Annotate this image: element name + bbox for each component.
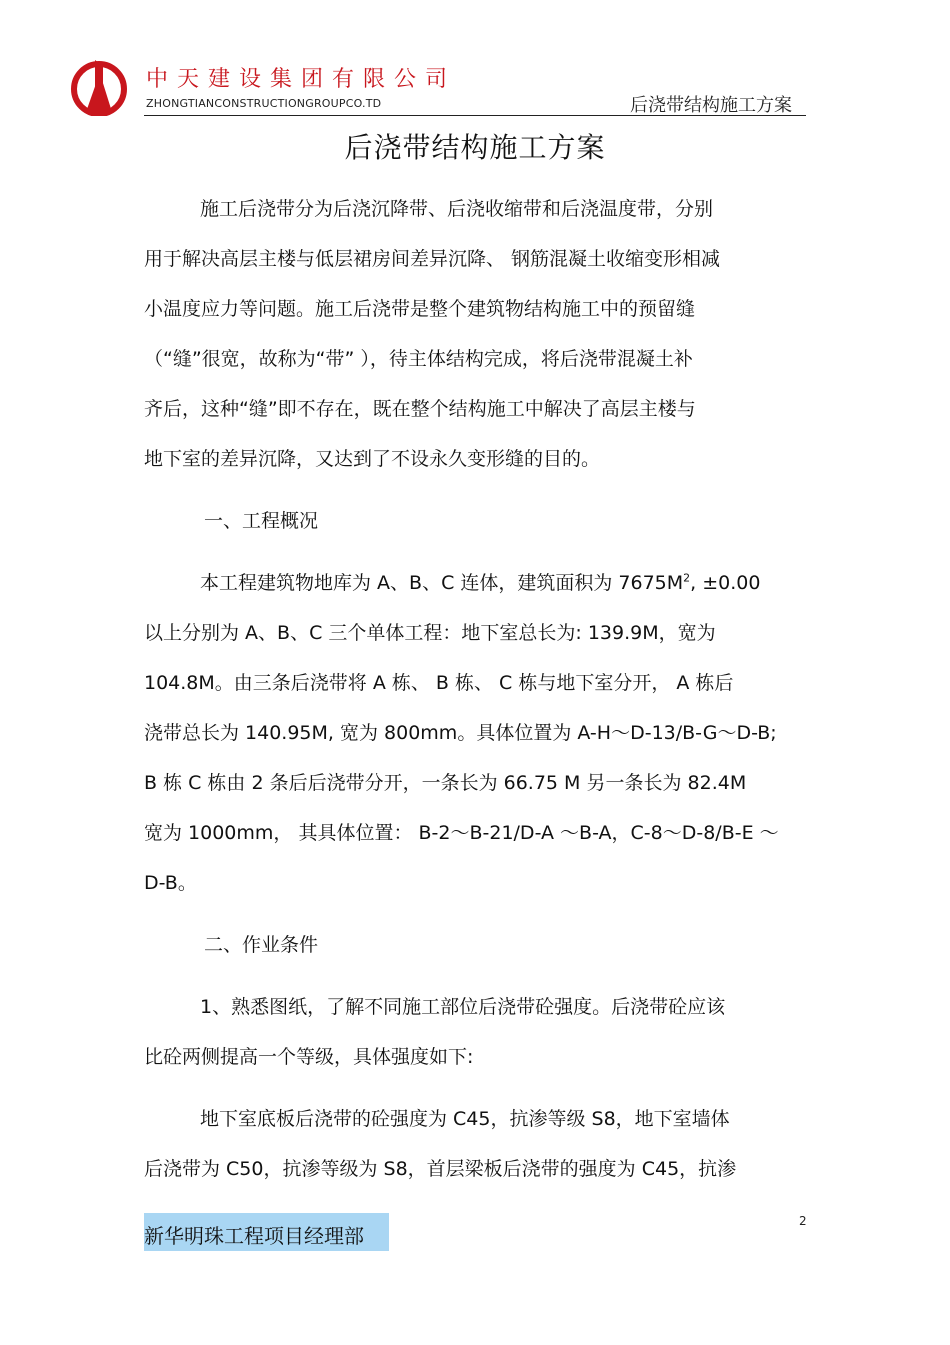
paragraph-line: D-B。 — [144, 872, 197, 894]
paragraph-line: 地下室的差异沉降，又达到了不设永久变形缝的目的。 — [144, 448, 601, 470]
paragraph-line: 小温度应力等问题。施工后浇带是整个建筑物结构施工中的预留缝 — [144, 298, 696, 320]
paragraph-line: 用于解决高层主楼与低层裙房间差异沉降、 钢筋混凝土收缩变形相减 — [144, 248, 721, 270]
company-name-en: ZHONGTIANCONSTRUCTIONGROUPCO.TD — [146, 97, 382, 110]
superscript: 2 — [683, 571, 691, 585]
company-name-cn: 中天建设集团有限公司 — [146, 67, 457, 92]
paragraph-line: 以上分别为 A、B、C 三个单体工程：地下室总长为: 139.9M，宽为 — [144, 622, 716, 644]
company-logo-icon — [68, 58, 130, 116]
paragraph-line: 比砼两侧提高一个等级，具体强度如下: — [144, 1046, 474, 1068]
section-heading: 二、作业条件 — [204, 934, 319, 956]
paragraph-line: 施工后浇带分为后浇沉降带、后浇收缩带和后浇温度带，分别 — [200, 198, 714, 220]
paragraph-line: 1、熟悉图纸，了解不同施工部位后浇带砼强度。后浇带砼应该 — [200, 996, 726, 1018]
paragraph-line — [200, 568, 760, 595]
document-title: 后浇带结构施工方案 — [344, 131, 606, 164]
paragraph-line: 地下室底板后浇带的砼强度为 C45，抗渗等级 S8，地下室墙体 — [200, 1108, 730, 1130]
section-heading: 一、工程概况 — [204, 510, 319, 532]
paragraph-line: （“缝”很宽，故称为“带” ），待主体结构完成，将后浇带混凝土补 — [144, 348, 693, 370]
header-doc-title: 后浇带结构施工方案 — [630, 95, 792, 116]
page-number: 2 — [799, 1214, 807, 1228]
footer-project-name: 新华明珠工程项目经理部 — [144, 1224, 364, 1248]
paragraph-line: 104.8M。由三条后浇带将 A 栋、 B 栋、 C 栋与地下室分开， A 栋后 — [144, 672, 734, 694]
paragraph-line: 后浇带为 C50，抗渗等级为 S8，首层梁板后浇带的强度为 C45，抗渗 — [144, 1158, 737, 1180]
paragraph-line: 浇带总长为 140.95M, 宽为 800mm。具体位置为 A-H～D-13/B-G～D-B; — [144, 722, 777, 744]
paragraph-line: 齐后，这种“缝”即不存在，既在整个结构施工中解决了高层主楼与 — [144, 398, 696, 420]
area-text: 本工程建筑物地库为 A、B、C 连体，建筑面积为 7675M — [200, 572, 684, 594]
header-divider — [144, 115, 806, 116]
paragraph-line: B 栋 C 栋由 2 条后后浇带分开，一条长为 66.75 M 另一条长为 82.4M — [144, 772, 747, 794]
paragraph-line: 宽为 1000mm， 其具体位置： B-2～B-21/D-A ～B-A，C-8～D-8/B-E ～ — [144, 822, 779, 844]
elevation-text: , ±0.00 — [690, 572, 761, 594]
